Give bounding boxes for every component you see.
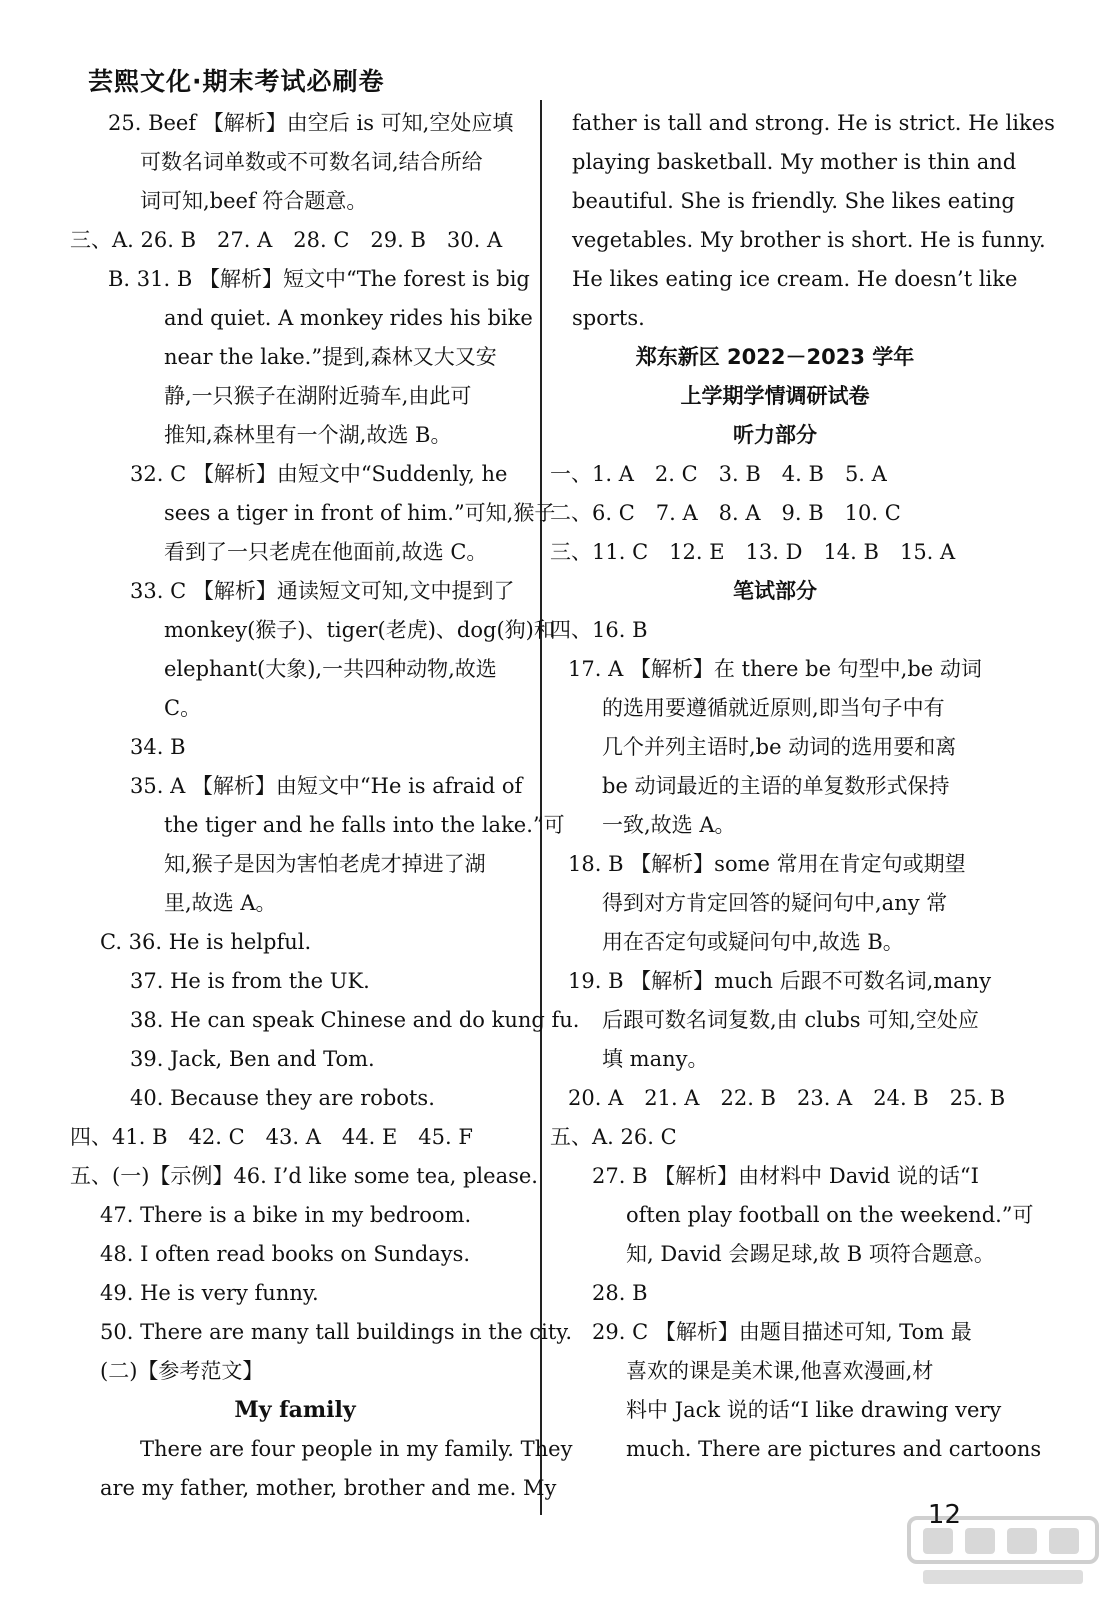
text-line: 39. Jack, Ben and Tom. (130, 1047, 375, 1071)
text-line: 18. B 【解析】some 常用在肯定句或期望 (568, 852, 966, 876)
text-line: 五、A. 26. C (550, 1125, 677, 1149)
text-line: 37. He is from the UK. (130, 969, 370, 993)
text-line: 47. There is a bike in my bedroom. (100, 1203, 472, 1227)
text-line: 一致,故选 A。 (602, 813, 736, 837)
text-line: sees a tiger in front of him.”可知,猴子 (164, 501, 556, 525)
text-line: 二、6. C 7. A 8. A 9. B 10. C (550, 501, 901, 525)
text-line: He likes eating ice cream. He doesn’t like (572, 267, 1018, 291)
text-line: vegetables. My brother is short. He is funny. (572, 228, 1046, 252)
text-line: 50. There are many tall buildings in the city. (100, 1320, 573, 1344)
text-line: 料中 Jack 说的话“I like drawing very (626, 1398, 1002, 1422)
text-line: 知,猴子是因为害怕老虎才掉进了湖 (164, 852, 486, 876)
text-line: 几个并列主语时,be 动词的选用要和离 (602, 735, 957, 759)
text-line: 的选用要遵循就近原则,即当句子中有 (602, 696, 945, 720)
text-line: 笔试部分 (733, 579, 817, 603)
text-line: 三、A. 26. B 27. A 28. C 29. B 30. A (70, 228, 503, 252)
text-line: 三、11. C 12. E 13. D 14. B 15. A (550, 540, 956, 564)
text-line: near the lake.”提到,森林又大又安 (164, 345, 497, 369)
text-line: 48. I often read books on Sundays. (100, 1242, 471, 1266)
text-line: 一、1. A 2. C 3. B 4. B 5. A (550, 462, 887, 486)
text-line: sports. (572, 306, 645, 330)
text-line: and quiet. A monkey rides his bike (164, 306, 533, 330)
text-line: 34. B (130, 735, 186, 759)
text-line: the tiger and he falls into the lake.”可 (164, 813, 565, 837)
text-line: 33. C 【解析】通读短文可知,文中提到了 (130, 579, 515, 603)
text-line: C。 (164, 696, 202, 720)
text-line: 四、41. B 42. C 43. A 44. E 45. F (70, 1125, 473, 1149)
text-line: 32. C 【解析】由短文中“Suddenly, he (130, 462, 508, 486)
text-line: 上学期学情调研试卷 (680, 384, 870, 408)
text-line: 看到了一只老虎在他面前,故选 C。 (164, 540, 488, 564)
text-line: 得到对方肯定回答的疑问句中,any 常 (602, 891, 948, 915)
text-line: 四、16. B (550, 618, 648, 642)
text-line: elephant(大象),一共四种动物,故选 (164, 657, 497, 681)
page-number: 12 (927, 1500, 961, 1530)
text-line: My family (234, 1397, 356, 1423)
text-line: 静,一只猴子在湖附近骑车,由此可 (164, 384, 472, 408)
text-line: 28. B (592, 1281, 648, 1305)
text-line: There are four people in my family. They (140, 1437, 573, 1461)
text-line: 40. Because they are robots. (130, 1086, 435, 1110)
text-line: C. 36. He is helpful. (100, 930, 312, 954)
text-line: playing basketball. My mother is thin and (572, 150, 1017, 174)
page-header: 芸熙文化·期末考试必刷卷 (88, 67, 385, 96)
text-line: 17. A 【解析】在 there be 句型中,be 动词 (568, 657, 982, 681)
text-line: are my father, mother, brother and me. My (100, 1476, 557, 1500)
text-line: 里,故选 A。 (164, 891, 277, 915)
text-line: 可数名词单数或不可数名词,结合所给 (140, 150, 483, 174)
text-line: 20. A 21. A 22. B 23. A 24. B 25. B (568, 1086, 1006, 1110)
text-line: 喜欢的课是美术课,他喜欢漫画,材 (626, 1359, 934, 1383)
text-line: 25. Beef 【解析】由空后 is 可知,空处应填 (108, 111, 514, 135)
text-line: 郑东新区 2022－2023 学年 (635, 345, 915, 369)
text-line: 填 many。 (602, 1047, 709, 1071)
text-line: 49. He is very funny. (100, 1281, 319, 1305)
text-line: 知, David 会踢足球,故 B 项符合题意。 (626, 1242, 995, 1266)
text-line: often play football on the weekend.”可 (626, 1203, 1034, 1227)
text-line: 词可知,beef 符合题意。 (140, 189, 368, 213)
text-line: 19. B 【解析】much 后跟不可数名词,many (568, 969, 992, 993)
text-line: monkey(猴子)、tiger(老虎)、dog(狗)和 (164, 618, 555, 642)
text-line: 后跟可数名词复数,由 clubs 可知,空处应 (602, 1008, 979, 1032)
text-line: 35. A 【解析】由短文中“He is afraid of (130, 774, 523, 798)
text-line: (二)【参考范文】 (100, 1359, 264, 1383)
text-line: 38. He can speak Chinese and do kung fu. (130, 1008, 580, 1032)
text-line: B. 31. B 【解析】短文中“The forest is big (108, 267, 530, 291)
watermark-logo-icon (903, 1512, 1103, 1592)
text-line: beautiful. She is friendly. She likes eating (572, 189, 1015, 213)
text-line: 29. C 【解析】由题目描述可知, Tom 最 (592, 1320, 972, 1344)
text-line: 五、(一)【示例】46. I’d like some tea, please. (70, 1164, 538, 1188)
text-line: 27. B 【解析】由材料中 David 说的话“I (592, 1164, 979, 1188)
text-line: 推知,森林里有一个湖,故选 B。 (164, 423, 452, 447)
text-line: 听力部分 (733, 423, 817, 447)
text-line: much. There are pictures and cartoons (626, 1437, 1042, 1461)
text-line: be 动词最近的主语的单复数形式保持 (602, 774, 950, 798)
text-line: 用在否定句或疑问句中,故选 B。 (602, 930, 904, 954)
text-line: father is tall and strong. He is strict. He likes (572, 111, 1055, 135)
